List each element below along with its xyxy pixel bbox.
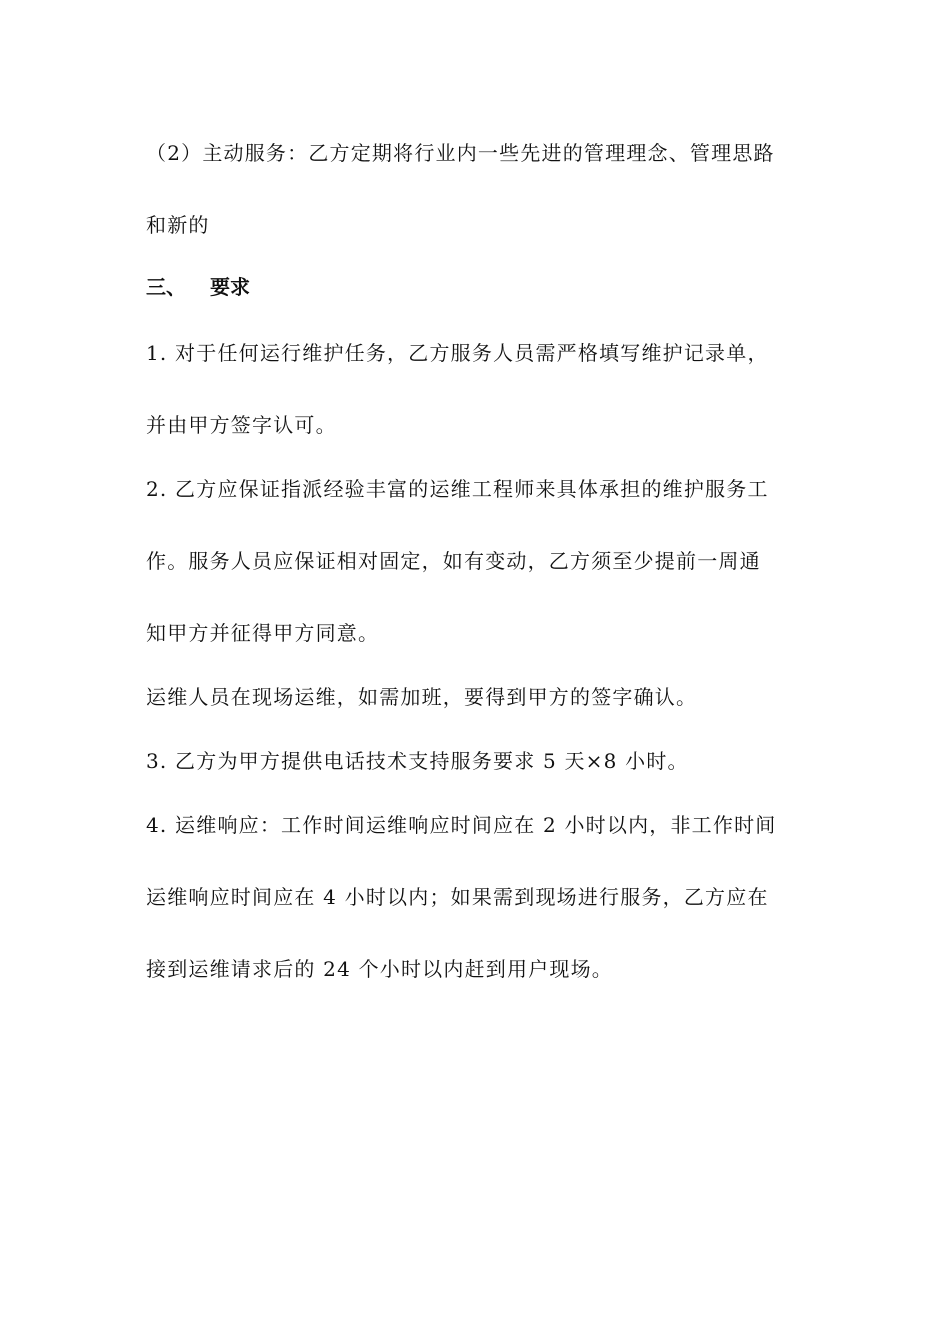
paragraph-line: 4. 运维响应：工作时间运维响应时间应在 2 小时以内，非工作时间 [146, 813, 777, 837]
paragraph-line: 运维人员在现场运维，如需加班，要得到甲方的签字确认。 [146, 685, 698, 709]
paragraph-line: （2）主动服务：乙方定期将行业内一些先进的管理理念、管理思路 [146, 141, 775, 165]
paragraph-line: 2. 乙方应保证指派经验丰富的运维工程师来具体承担的维护服务工 [146, 477, 769, 501]
paragraph-line: 作。服务人员应保证相对固定，如有变动，乙方须至少提前一周通 [146, 549, 761, 573]
paragraph-line: 接到运维请求后的 24 个小时以内赶到用户现场。 [146, 957, 613, 981]
section-heading [146, 273, 826, 301]
section-title: 要求 [210, 275, 250, 299]
paragraph-line: 1. 对于任何运行维护任务，乙方服务人员需严格填写维护记录单， [146, 341, 769, 365]
paragraph-line: 运维响应时间应在 4 小时以内；如果需到现场进行服务，乙方应在 [146, 885, 769, 909]
paragraph-line: 知甲方并征得甲方同意。 [146, 621, 380, 645]
section-number: 三、 [146, 275, 186, 299]
paragraph-line: 和新的 [146, 213, 210, 237]
paragraph-line: 并由甲方签字认可。 [146, 413, 337, 437]
paragraph-line: 3. 乙方为甲方提供电话技术支持服务要求 5 天×8 小时。 [146, 749, 689, 773]
